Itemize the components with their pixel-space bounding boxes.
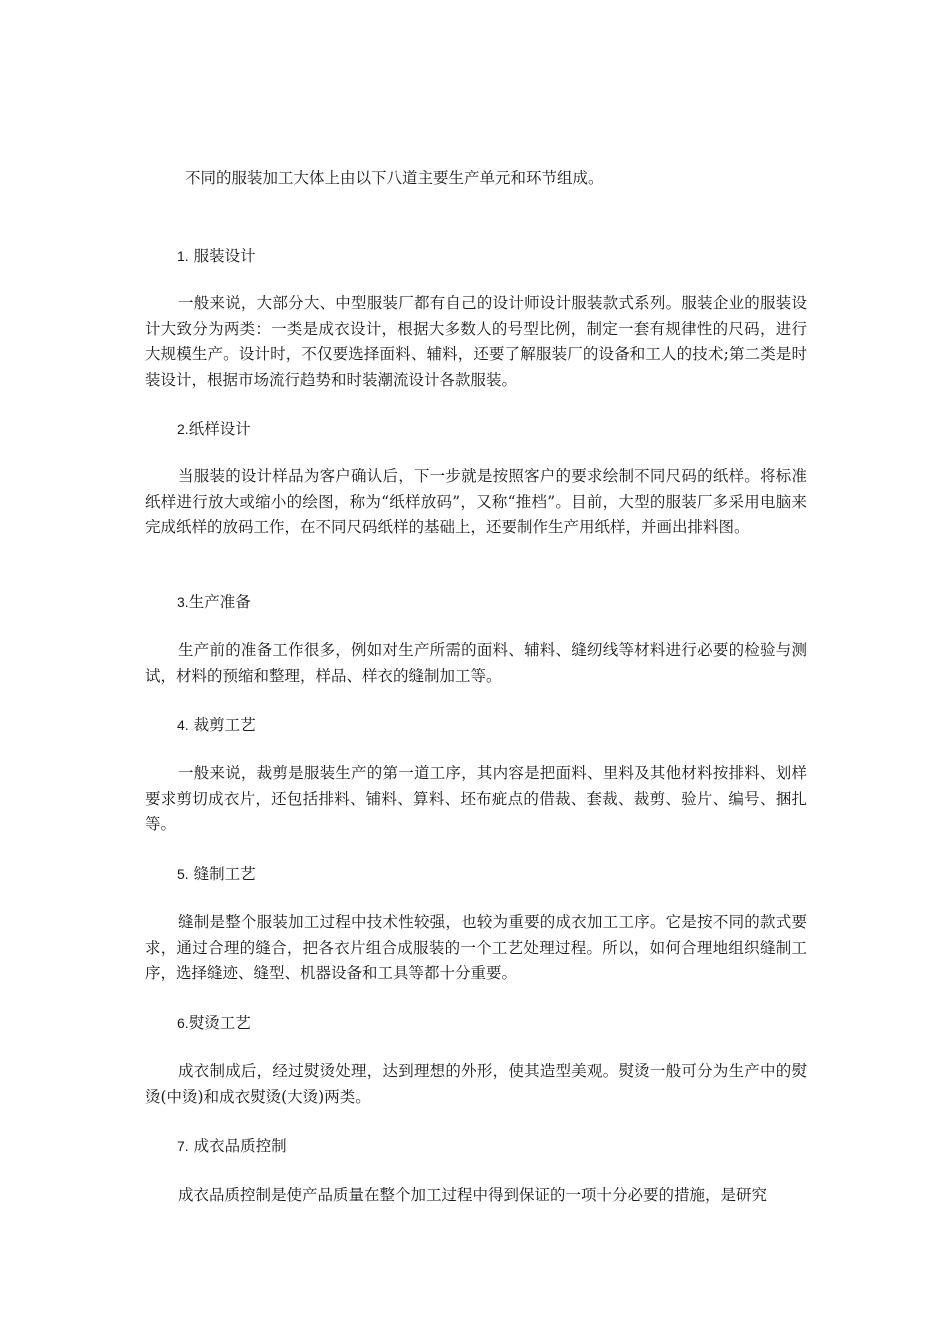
section-number: 1. bbox=[177, 248, 189, 264]
section-number: 7. bbox=[177, 1138, 189, 1154]
section-heading-7 bbox=[177, 1134, 287, 1158]
section-body-1: 一般来说，大部分大、中型服装厂都有自己的设计师设计服装款式系列。服装企业的服装设计大致分为两类：一类是成衣设计，根据大多数人的号型比例，制定一套有规律性的尺码，进行大规模生产。设计时，不仅要选择面料、辅料，还要了解服装厂的设备和工人的技术;第二类是时装设计，根据市场流行趋势和时装潮流设计各款服装。 bbox=[145, 294, 807, 389]
section-body-3: 生产前的准备工作很多，例如对生产所需的面料、辅料、缝纫线等材料进行必要的检验与测试，材料的预缩和整理，样品、样衣的缝制加工等。 bbox=[145, 641, 807, 685]
section-title: 服装设计 bbox=[188, 247, 256, 265]
section-body-4: 一般来说，裁剪是服装生产的第一道工序，其内容是把面料、里料及其他材料按排料、划样要求剪切成衣片，还包括排料、铺料、算料、坯布疵点的借裁、套裁、裁剪、验片、编号、捆扎等。 bbox=[145, 764, 807, 833]
section-number: 2. bbox=[177, 421, 189, 437]
section-number: 5. bbox=[177, 866, 189, 882]
section-number: 4. bbox=[177, 717, 189, 733]
section-heading-1 bbox=[177, 244, 256, 268]
section-title: 熨烫工艺 bbox=[188, 1014, 251, 1032]
section-title: 裁剪工艺 bbox=[188, 716, 256, 734]
section-heading-6 bbox=[177, 1011, 251, 1035]
section-heading-5 bbox=[177, 862, 256, 886]
section-title: 生产准备 bbox=[188, 593, 251, 611]
section-heading-3 bbox=[177, 590, 251, 614]
section-title: 缝制工艺 bbox=[188, 865, 256, 883]
section-title: 纸样设计 bbox=[188, 420, 251, 438]
section-heading-4 bbox=[177, 713, 256, 737]
section-body-7: 成衣品质控制是使产品质量在整个加工过程中得到保证的一项十分必要的措施，是研究 bbox=[178, 1186, 768, 1204]
section-number: 3. bbox=[177, 594, 189, 610]
section-title: 成衣品质控制 bbox=[188, 1137, 287, 1155]
section-body-5: 缝制是整个服装加工过程中技术性较强，也较为重要的成衣加工工序。它是按不同的款式要求，通过合理的缝合，把各衣片组合成服装的一个工艺处理过程。所以，如何合理地组织缝制工序，选择缝迹、缝型、机器设备和工具等都十分重要。 bbox=[145, 913, 807, 982]
section-body-2: 当服装的设计样品为客户确认后，下一步就是按照客户的要求绘制不同尺码的纸样。将标准纸样进行放大或缩小的绘图，称为“纸样放码”，又称“推档”。目前，大型的服装厂多采用电脑来完成纸样的放码工作，在不同尺码纸样的基础上，还要制作生产用纸样，并画出排料图。 bbox=[145, 467, 807, 536]
intro-paragraph: 不同的服装加工大体上由以下八道主要生产单元和环节组成。 bbox=[185, 169, 604, 187]
section-body-6: 成衣制成后，经过熨烫处理，达到理想的外形，使其造型美观。熨烫一般可分为生产中的熨烫(中烫)和成衣熨烫(大烫)两类。 bbox=[145, 1062, 807, 1106]
section-number: 6. bbox=[177, 1015, 189, 1031]
section-heading-2 bbox=[177, 417, 251, 441]
